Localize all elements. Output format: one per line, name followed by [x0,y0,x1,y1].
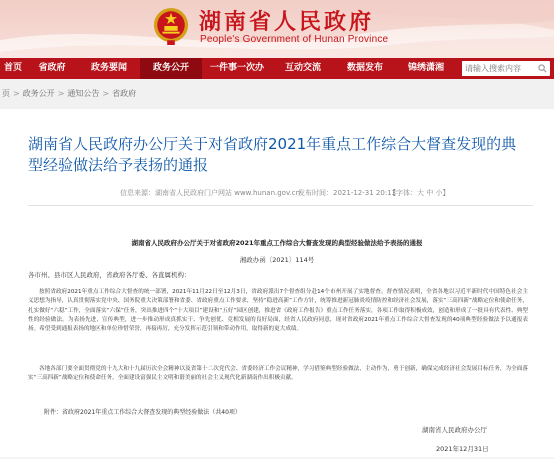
site-subtitle: People's Government of Hunan Province [200,34,389,45]
document-number: 湘政办函〔2021〕114号 [239,256,315,264]
divider [28,205,533,206]
search-input[interactable] [462,61,536,76]
search-icon[interactable] [536,61,548,76]
nav-item-interaction[interactable]: 互动交流 [284,63,321,73]
breadcrumb-separator: > [102,89,110,98]
nav-item-government[interactable]: 省政府 [38,63,66,73]
nav-item-data[interactable]: 数据发布 [346,63,383,73]
national-emblem-icon[interactable] [152,6,190,46]
search-box [462,61,550,76]
breadcrumb-separator: > [57,89,65,98]
breadcrumb [0,79,554,109]
main-nav [0,58,554,79]
document-title: 湖南省人民政府办公厅关于对省政府2021年重点工作综合大督查发现的典型经验做法给予表扬的通报 [131,239,423,247]
body-paragraph: 各地各部门要全面贯彻党的十九大和十九届历次全会精神以及省第十二次党代会、省委经济工作会议精神，学习借鉴典型经验做法，主动作为，勇于创新，确保完成经济社会发展目标任务，为全面落实“三高四新”战略定位和使命任务，全面建设富强民主文明和谐美丽的社会主义现代化新湖南作出积极贡献。 [28,366,528,382]
signature-organization: 湖南省人民政府办公厅 [422,426,487,434]
breadcrumb-item-home[interactable]: 页 [2,89,10,98]
article-source: 信息来源：湖南省人民政府门户网站 www.hunan.gov.cn [120,189,301,197]
breadcrumb-item-government[interactable]: 省政府 [112,89,137,98]
font-size-switcher[interactable]: 【字体：大 中 小】 [389,189,450,197]
signature-date: 2021年12月31日 [436,445,489,453]
attachment-link[interactable]: 附件：省政府2021年重点工作综合大督查发现的典型经验做法（共40项） [44,409,241,416]
nav-item-one-stop[interactable]: 一件事一次办 [209,63,264,73]
article-title: 湖南省人民政府办公厅关于对省政府2021年重点工作综合大督查发现的典型经验做法给予表扬的通报 [28,135,517,174]
nav-item-news[interactable]: 政务要闻 [90,63,127,73]
body-paragraph: 按照省政府2021年重点工作综合大督查的统一部署，2021年11月22日至12月3日，省政府派出7个督查组分赴14个市州开展了实地督查。督查情况表明，全省各地以习近平新时代中国特色社会主义思想为指导，认真贯彻落实党中央、国务院重大决策部署和省委、省政府重点工作要求，坚持“稳进高新”工作方针，统筹推进新冠肺炎疫情防控和经济社会发展，落实“三高四新”战略定位和使命任务，扎实做好“六稳”工作，全面落实“六保”任务，突出推进四个“十大项目”建设和“五好”园区创建，推进省《政府工作报告》重点工作任务落实，各项工作取得积极成效，创造和形成了一批具有代表性、典型性的经验做法。为表扬先进，宣传典型，进一步推动形成真抓实干、争先创优、竞相发展的良好局面，经省人民政府同意，现对省政府2021年重点工作综合大督查发现的40项典型经验做法予以通报表扬。希望受到通报表扬的地区和单位珍惜荣誉，再接再厉，充分发挥示范引领和带动作用，取得新的更大成绩。 [28,289,528,333]
nav-item-home[interactable]: 首页 [3,63,22,73]
site-title[interactable]: 湖南省人民政府 [199,10,375,35]
nav-item-scenery[interactable]: 锦绣潇湘 [407,63,444,73]
breadcrumb-item-notices[interactable]: 通知公告 [67,89,100,98]
breadcrumb-item-public[interactable]: 政务公开 [22,89,55,98]
breadcrumb-separator: > [13,89,20,98]
article-date: 发布时间：2021-12-31 20:13 [298,189,397,197]
document-addressee: 各市州、县市区人民政府，省政府各厅委、各直属机构： [28,271,191,279]
site-header [0,0,554,58]
nav-item-public[interactable]: 政务公开 [140,58,202,79]
